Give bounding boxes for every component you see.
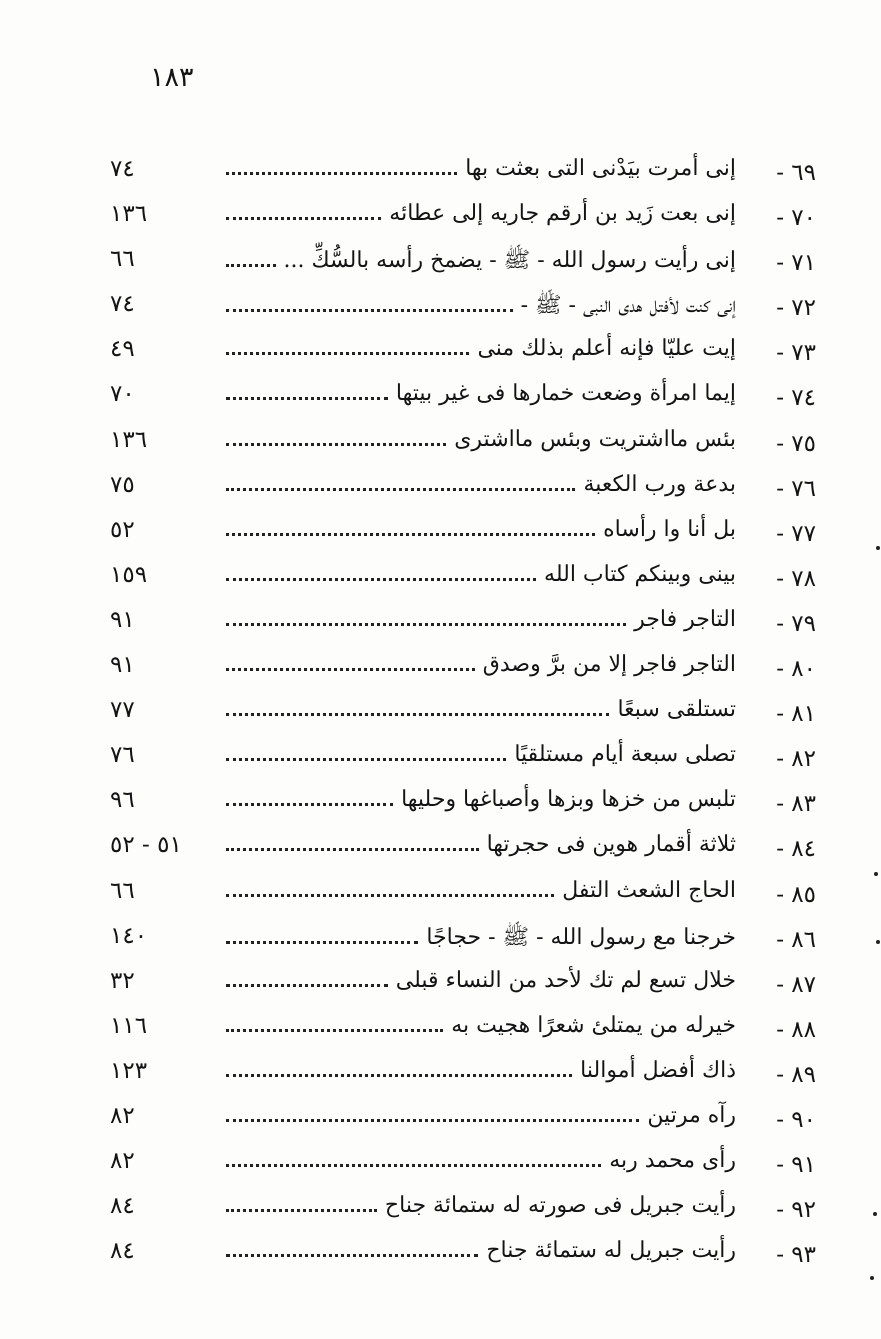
entry-page-ref: ٣٢ <box>110 967 135 994</box>
index-entry <box>110 872 826 917</box>
dot-leader <box>226 1073 572 1077</box>
dot-leader <box>226 893 554 897</box>
entry-page-ref: ٥٢ <box>110 516 135 543</box>
index-entry <box>110 511 826 556</box>
dot-leader <box>226 351 469 355</box>
index-entry <box>110 962 826 1007</box>
entry-text: خلال تسع لم تك لأحد من النساء قبلى <box>395 967 736 993</box>
entry-page-ref: ١٣٦ <box>110 201 148 228</box>
entry-number: ٩٢ - <box>776 1197 816 1224</box>
entry-number: ٨٧ - <box>776 971 816 998</box>
dot-leader <box>226 308 513 312</box>
index-entry <box>110 1142 826 1187</box>
entry-number: ٨٦ - <box>776 926 816 953</box>
entry-text: إنى بعت زَيد بن أرقم جاريه إلى عطائه <box>389 201 736 227</box>
entry-number: ٧٩ - <box>776 610 816 637</box>
dot-leader <box>226 442 446 446</box>
entry-number: ٨٢ - <box>776 746 816 773</box>
entry-text: بينى وبينكم كتاب الله <box>544 561 736 587</box>
entry-text: التاجر فاجر إلا من برَّ وصدق <box>482 652 736 678</box>
entry-text: بدعة ورب الكعبة <box>583 471 736 497</box>
entry-text: خيرله من يمتلئ شعرًا هجيت به <box>451 1012 736 1038</box>
index-entry <box>110 195 826 240</box>
entry-text: رآه مرتين <box>647 1102 736 1128</box>
index-entry <box>110 736 826 781</box>
page-number: ١٨٣ <box>150 62 194 93</box>
entry-page-ref: ٧٠ <box>110 381 135 408</box>
entry-number: ٨٩ - <box>776 1061 816 1088</box>
entry-text: رأيت جبريل له ستمائة جناح <box>486 1238 736 1264</box>
index-entry <box>110 285 826 330</box>
entry-text: رأيت جبريل فى صورته له ستمائة جناح <box>384 1193 736 1219</box>
index-entry <box>110 601 826 646</box>
scan-speck <box>876 940 880 944</box>
entry-number: ٨٣ - <box>776 791 816 818</box>
entry-page-ref: ٨٢ <box>110 1148 135 1175</box>
entry-page-ref: ٧٦ <box>110 742 135 769</box>
entry-text: تستلقى سبعًا <box>617 697 736 723</box>
entry-number: ٧٥ - <box>776 430 816 457</box>
index-entry <box>110 646 826 691</box>
dot-leader <box>226 263 276 267</box>
dot-leader <box>226 712 609 716</box>
entry-page-ref: ٥١ - ٥٢ <box>110 832 182 859</box>
index-entry <box>110 150 826 195</box>
entry-number: ٧٦ - <box>776 475 816 502</box>
scan-speck <box>870 1276 874 1280</box>
dot-leader <box>226 396 388 400</box>
index-entry <box>110 556 826 601</box>
entry-text: تلبس من خزها وبزها وأصباغها وحليها <box>401 787 736 813</box>
index-entry <box>110 1187 826 1232</box>
entry-number: ٧١ - <box>776 250 816 277</box>
entry-page-ref: ١٣٦ <box>110 426 148 453</box>
dot-leader <box>226 847 479 851</box>
entry-page-ref: ٧٤ <box>110 156 135 182</box>
index-entry <box>110 240 826 285</box>
index-entry <box>110 1007 826 1052</box>
index-entry <box>110 330 826 375</box>
index-entry <box>110 421 826 466</box>
entry-number: ٩٠ - <box>776 1106 816 1133</box>
entry-page-ref: ٧٧ <box>110 697 135 724</box>
dot-leader <box>226 802 393 806</box>
entry-text: إيت عليّا فإنه أعلم بذلك منى <box>477 336 736 362</box>
entry-text: رأى محمد ربه <box>609 1148 736 1174</box>
dot-leader <box>226 1118 639 1122</box>
dot-leader <box>226 487 575 491</box>
index-entry <box>110 1097 826 1142</box>
entry-text: بئس مااشتريت وبئس مااشترى <box>454 426 736 452</box>
entry-number: ٧٧ - <box>776 520 816 547</box>
dot-leader <box>226 940 418 944</box>
index-entry <box>110 917 826 962</box>
entry-number: ٧٢ - <box>776 295 816 322</box>
entry-text: تصلى سبعة أيام مستلقيًا <box>514 742 736 768</box>
entry-number: ٨١ - <box>776 701 816 728</box>
dot-leader <box>226 622 626 626</box>
dot-leader <box>226 577 536 581</box>
entry-number: ٧٤ - <box>776 385 816 412</box>
entry-page-ref: ٨٤ <box>110 1238 135 1265</box>
entry-page-ref: ١٤٠ <box>110 922 148 949</box>
entry-page-ref: ٩١ <box>110 606 135 633</box>
dot-leader <box>226 171 457 175</box>
entry-number: ٨٨ - <box>776 1016 816 1043</box>
entry-text: التاجر فاجر <box>634 606 736 632</box>
entry-page-ref: ٨٤ <box>110 1193 135 1220</box>
entry-text: إنى رأيت رسول الله - ﷺ - يضمخ رأسه بالسُّكِّ ... <box>283 248 736 274</box>
entry-number: ٧٨ - <box>776 565 816 592</box>
entry-text: إنى أمرت بيَدْنى التى بعثت بها <box>465 156 736 181</box>
entry-number: ٩١ - <box>776 1152 816 1179</box>
entry-number: ٦٩ - <box>776 160 816 186</box>
index-entry <box>110 691 826 736</box>
entry-text: إنى كنت لأفتل هدى النبى - ﷺ - <box>520 293 736 319</box>
entry-page-ref: ٨٢ <box>110 1102 135 1129</box>
dot-leader <box>226 983 388 987</box>
dot-leader <box>226 1163 601 1167</box>
entry-text: ذاك أفضل أموالنا <box>580 1057 736 1083</box>
entry-page-ref: ٧٤ <box>110 291 135 318</box>
dot-leader <box>226 216 381 220</box>
entry-text: ثلاثة أقمار هوين فى حجرتها <box>486 832 736 858</box>
entry-text: الحاج الشعث التفل <box>562 877 736 903</box>
entry-number: ٩٣ - <box>776 1242 816 1269</box>
entry-page-ref: ٦٦ <box>110 246 135 273</box>
index-entry <box>110 1232 826 1277</box>
entry-number: ٨٠ - <box>776 656 816 683</box>
index-list <box>110 150 826 1277</box>
entry-text: خرجنا مع رسول الله - ﷺ - حجاجًا <box>426 924 736 950</box>
index-entry <box>110 375 826 420</box>
dot-leader <box>226 1253 478 1257</box>
entry-number: ٧٣ - <box>776 340 816 367</box>
entry-text: بل أنا وا رأساه <box>603 516 736 542</box>
dot-leader <box>226 757 506 761</box>
entry-page-ref: ١١٦ <box>110 1012 148 1039</box>
scan-speck <box>874 872 878 876</box>
dot-leader <box>226 532 595 536</box>
dot-leader <box>226 1208 377 1212</box>
scan-speck <box>876 546 880 550</box>
entry-page-ref: ٧٥ <box>110 471 135 498</box>
entry-text: إيما امرأة وضعت خمارها فى غير بيتها <box>395 381 736 407</box>
entry-page-ref: ٦٦ <box>110 877 135 904</box>
entry-number: ٧٠ - <box>776 205 816 232</box>
entry-page-ref: ٤٩ <box>110 336 135 363</box>
entry-page-ref: ١٥٩ <box>110 561 148 588</box>
entry-number: ٨٥ - <box>776 881 816 908</box>
entry-number: ٨٤ - <box>776 836 816 863</box>
entry-page-ref: ٩٦ <box>110 787 135 814</box>
dot-leader <box>226 667 475 671</box>
index-entry <box>110 1052 826 1097</box>
index-entry <box>110 466 826 511</box>
index-entry <box>110 826 826 871</box>
scan-speck <box>873 1212 877 1216</box>
index-entry <box>110 781 826 826</box>
dot-leader <box>226 1028 443 1032</box>
entry-page-ref: ١٢٣ <box>110 1057 148 1084</box>
entry-page-ref: ٩١ <box>110 652 135 679</box>
